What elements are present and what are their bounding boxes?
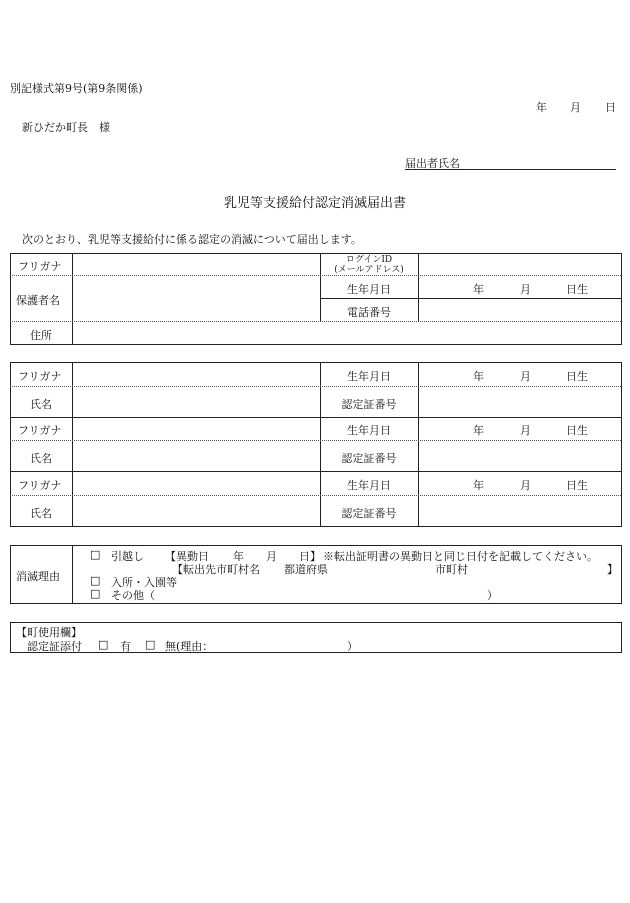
child1-cert-label: 認定証番号 <box>341 398 397 411</box>
child2-furigana-label: フリガナ <box>18 424 62 437</box>
dest-close: 】 <box>607 563 618 576</box>
office-use-label: 【町使用欄】 <box>16 626 82 639</box>
move-date-open: 【異動日 <box>165 550 209 563</box>
child1-cert-input[interactable] <box>420 388 620 416</box>
other-close: ） <box>487 589 498 602</box>
child3-birth-month: 月 <box>520 479 531 492</box>
child1-birth-year: 年 <box>473 370 484 383</box>
cert-no-label: 無(理由： <box>165 640 214 653</box>
child1-birth-day: 日生 <box>566 370 588 383</box>
dest-pref: 都道府県 <box>284 563 328 576</box>
move-note: ※転出証明書の異動日と同じ日付を記載してください。 <box>323 550 598 563</box>
child3-birth-day: 日生 <box>566 479 588 492</box>
child3-furigana-label: フリガナ <box>18 479 62 492</box>
cert-no-close: ） <box>347 640 358 653</box>
guardian-name-label: 保護者名 <box>16 294 60 307</box>
child2-name-input[interactable] <box>74 442 318 470</box>
enter-label: 入所・入園等 <box>111 576 177 589</box>
child2-name-label: 氏名 <box>30 452 52 465</box>
addressee: 新ひだか町長 様 <box>22 121 110 134</box>
child3-birth-year: 年 <box>473 479 484 492</box>
move-month: 月 <box>266 550 277 563</box>
cert-no-reason-input[interactable] <box>222 638 344 651</box>
date-year: 年 <box>536 101 547 114</box>
move-label: 引越し <box>111 550 144 563</box>
applicant-name-label: 届出者氏名 <box>405 157 460 170</box>
child1-birth-label: 生年月日 <box>347 370 391 383</box>
child1-birth-month: 月 <box>520 370 531 383</box>
child2-birth-label: 生年月日 <box>347 424 391 437</box>
child2-cert-input[interactable] <box>420 442 620 470</box>
login-email-label: (メールアドレス) <box>334 265 404 275</box>
child1-name-label: 氏名 <box>30 398 52 411</box>
phone-label: 電話番号 <box>347 306 391 319</box>
child3-name-label: 氏名 <box>30 507 52 520</box>
child3-cert-label: 認定証番号 <box>341 507 397 520</box>
child2-furigana-input[interactable] <box>74 418 318 439</box>
login-id-input[interactable] <box>420 254 620 274</box>
date-month: 月 <box>570 101 581 114</box>
phone-input[interactable] <box>420 299 620 320</box>
child2-birth-month: 月 <box>520 424 531 437</box>
child2-cert-label: 認定証番号 <box>341 452 397 465</box>
form-number: 別記様式第9号(第9条関係) <box>10 82 143 95</box>
reason-label: 消滅理由 <box>16 570 60 583</box>
child3-birth-label: 生年月日 <box>347 479 391 492</box>
page-title: 乳児等支援給付認定消滅届出書 <box>223 196 406 211</box>
date-day: 日 <box>605 101 616 114</box>
enter-checkbox[interactable]: □ <box>90 574 101 587</box>
cert-yes-checkbox[interactable]: □ <box>98 638 109 651</box>
child1-furigana-label: フリガナ <box>18 370 62 383</box>
cert-attached-label: 認定証添付 <box>27 640 82 653</box>
guardian-furigana-input[interactable] <box>74 254 318 274</box>
child3-name-input[interactable] <box>74 497 318 525</box>
child1-furigana-input[interactable] <box>74 363 318 385</box>
other-checkbox[interactable]: □ <box>90 587 101 600</box>
child1-name-input[interactable] <box>74 388 318 416</box>
child2-birth-day: 日生 <box>566 424 588 437</box>
child2-birth-year: 年 <box>473 424 484 437</box>
move-year: 年 <box>233 550 244 563</box>
address-label: 住所 <box>30 329 52 342</box>
cert-yes-label: 有 <box>120 640 131 653</box>
other-label: その他（ <box>111 589 155 602</box>
dest-label: 【転出先市町村名 <box>172 563 260 576</box>
child3-furigana-input[interactable] <box>74 472 318 494</box>
move-checkbox[interactable]: □ <box>90 548 101 561</box>
cert-no-checkbox[interactable]: □ <box>145 638 156 651</box>
login-id-label: ログインID <box>345 255 393 265</box>
guardian-name-input[interactable] <box>74 277 318 320</box>
guardian-birth-day: 日生 <box>566 283 588 296</box>
address-input[interactable] <box>74 323 620 343</box>
guardian-birth-month: 月 <box>520 283 531 296</box>
guardian-birth-year: 年 <box>473 283 484 296</box>
applicant-name-underline[interactable] <box>405 169 616 170</box>
dest-city: 市町村 <box>435 563 468 576</box>
guardian-furigana-label: フリガナ <box>18 260 62 273</box>
child3-cert-input[interactable] <box>420 497 620 525</box>
move-day-close: 日】 <box>299 550 321 563</box>
other-reason-input[interactable] <box>165 587 480 600</box>
guardian-birth-label: 生年月日 <box>347 283 391 296</box>
intro-text: 次のとおり、乳児等支援給付に係る認定の消滅について届出します。 <box>22 233 362 246</box>
